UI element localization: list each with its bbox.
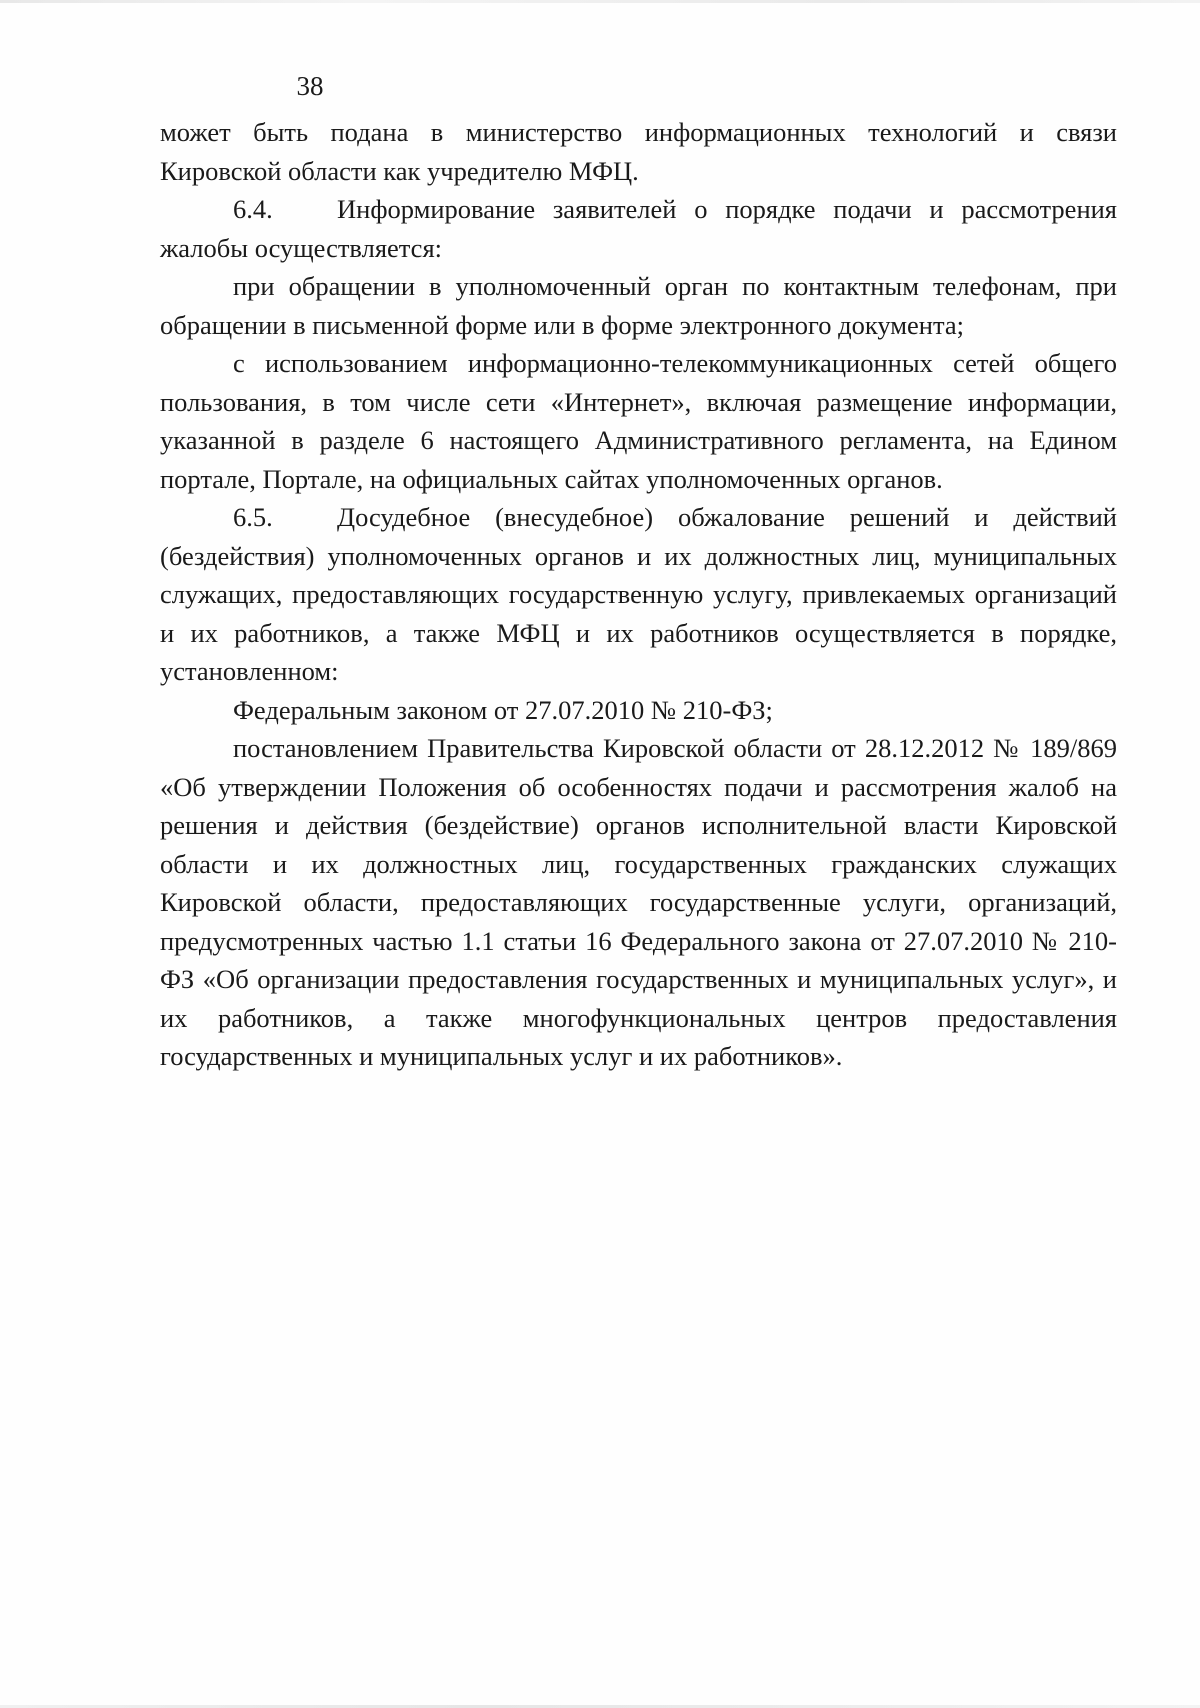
- paragraph-6-4: [160, 190, 1117, 267]
- paragraph-text: Федеральным законом от 27.07.2010 № 210-ФЗ;: [233, 694, 773, 725]
- paragraph-continuation: [160, 113, 1117, 190]
- paragraph-text: Досудебное (внесудебное) обжалование решений и действий (бездействия) уполномоченных органов и их должностных лиц, муниципальных служащих, предоставляющих государственную услугу, привлекаемых организаций и их работников, а также МФЦ и их работников осуществляется в порядке, установленном:: [160, 502, 1117, 686]
- paragraph-text: может быть подана в министерство информационных технологий и связи Кировской области как учредителю МФЦ.: [160, 117, 1117, 186]
- section-number: 6.4.: [233, 194, 273, 224]
- paragraph-6-5: [160, 498, 1117, 691]
- paragraph-text: при обращении в уполномоченный орган по контактным телефонам, при обращении в письменной форме или в форме электронного документа;: [160, 271, 1117, 340]
- scan-edge-top: [0, 0, 1200, 3]
- paragraph-text: с использованием информационно-телекоммуникационных сетей общего пользования, в том числе сети «Интернет», включая размещение информации, указанной в разделе 6 настоящего Административного регламента, на Едином портале, Портале, на официальных сайтах уполномоченных органов.: [160, 348, 1117, 494]
- paragraph-internet: [160, 344, 1117, 498]
- page-number-text: 38: [296, 71, 324, 101]
- section-number: 6.5.: [233, 502, 273, 532]
- document-body: [160, 113, 1117, 1076]
- paragraph-government-resolution: [160, 729, 1117, 1076]
- paragraph-text: постановлением Правительства Кировской области от 28.12.2012 № 189/869 «Об утверждении Положения об особенностях подачи и рассмотрения жалоб на решения и действия (бездействие) органов исполнительной власти Кировской области и их должностных лиц, государственных гражданских служащих Кировской области, предоставляющих государственные услуги, организаций, предусмотренных частью 1.1 статьи 16 Федерального закона от 27.07.2010 № 210-ФЗ «Об организации предоставления государственных и муниципальных услуг», и их работников, а также многофункциональных центров предоставления государственных и муниципальных услуг и их работников».: [160, 733, 1117, 1071]
- paragraph-federal-law: [160, 691, 1117, 730]
- paragraph-text: Информирование заявителей о порядке подачи и рассмотрения жалобы осуществляется:: [160, 194, 1117, 263]
- paragraph-phone-contact: [160, 267, 1117, 344]
- page-number: [0, 68, 1200, 104]
